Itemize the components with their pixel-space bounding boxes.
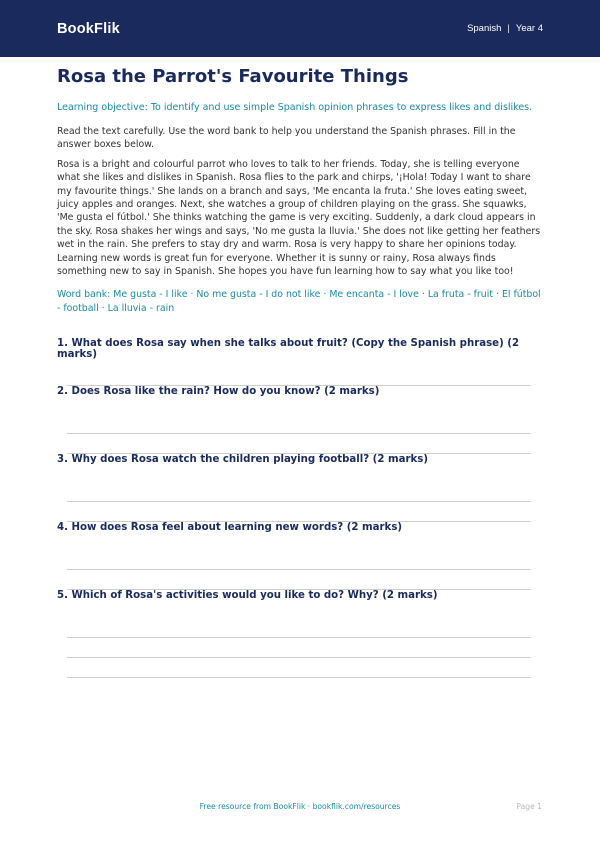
brand-logo: BookFlik	[57, 20, 120, 37]
meta-separator: |	[507, 23, 510, 34]
page-number: Page 1	[516, 802, 542, 811]
answer-line-3a[interactable]	[67, 501, 531, 502]
page-header	[0, 0, 600, 57]
question-2: 2. Does Rosa like the rain? How do you know? (2 marks)	[57, 386, 380, 397]
instructions: Read the text carefully. Use the word bank to help you understand the Spanish phrases. Fill in the answer boxes below.	[57, 126, 516, 151]
page-title: Rosa the Parrot's Favourite Things	[57, 66, 409, 87]
question-4: 4. How does Rosa feel about learning new words? (2 marks)	[57, 522, 403, 533]
answer-line-5c[interactable]	[67, 677, 531, 678]
footer-credit: Free resource from BookFlik · bookflik.com/resources	[199, 802, 401, 811]
story-text: Rosa is a bright and colourful parrot who loves to talk to her friends. Today, she is telling everyone what she likes and dislikes in Spanish. Rosa flies to the park and chirps, '¡Hola! Today I want to share my favourite things.' She lands on a branch and says, 'Me encanta la fruta.' She loves eating sweet, juicy apples and oranges. Next, she watches a group of children playing on the grass. She squawks, 'Me gusta el fútbol.' She thinks watching the game is very exciting. Suddenly, a dark cloud appears in the sky. Rosa shakes her wings and says, 'No me gusta la lluvia.' She does not like getting her feathers wet in the rain. She prefers to stay dry and warm. Rosa is very happy to share her opinions today. Learning new words is great fun for everyone. Whether it is sunny or rainy, Rosa always finds something new to say in Spanish. She hopes you have fun learning how to say what you like too!	[57, 158, 541, 278]
word-bank: Word bank: Me gusta - I like · No me gusta - I do not like · Me encanta - I love · La fruta - fruit · El fútbol - football · La lluvia - rain	[57, 289, 541, 314]
question-3: 3. Why does Rosa watch the children playing football? (2 marks)	[57, 454, 428, 465]
answer-line-2a[interactable]	[67, 433, 531, 434]
subject-year	[467, 23, 543, 34]
answer-line-5a[interactable]	[67, 637, 531, 638]
question-5: 5. Which of Rosa's activities would you like to do? Why? (2 marks)	[57, 590, 438, 601]
answer-line-4a[interactable]	[67, 569, 531, 570]
subject-label: Spanish	[467, 23, 502, 34]
question-1: 1. What does Rosa say when she talks about fruit? (Copy the Spanish phrase) (2 marks)	[57, 338, 520, 360]
answer-line-5b[interactable]	[67, 657, 531, 658]
year-label: Year 4	[515, 23, 543, 34]
worksheet-body	[57, 66, 543, 315]
learning-objective: Learning objective: To identify and use simple Spanish opinion phrases to express likes and dislikes.	[57, 102, 533, 113]
